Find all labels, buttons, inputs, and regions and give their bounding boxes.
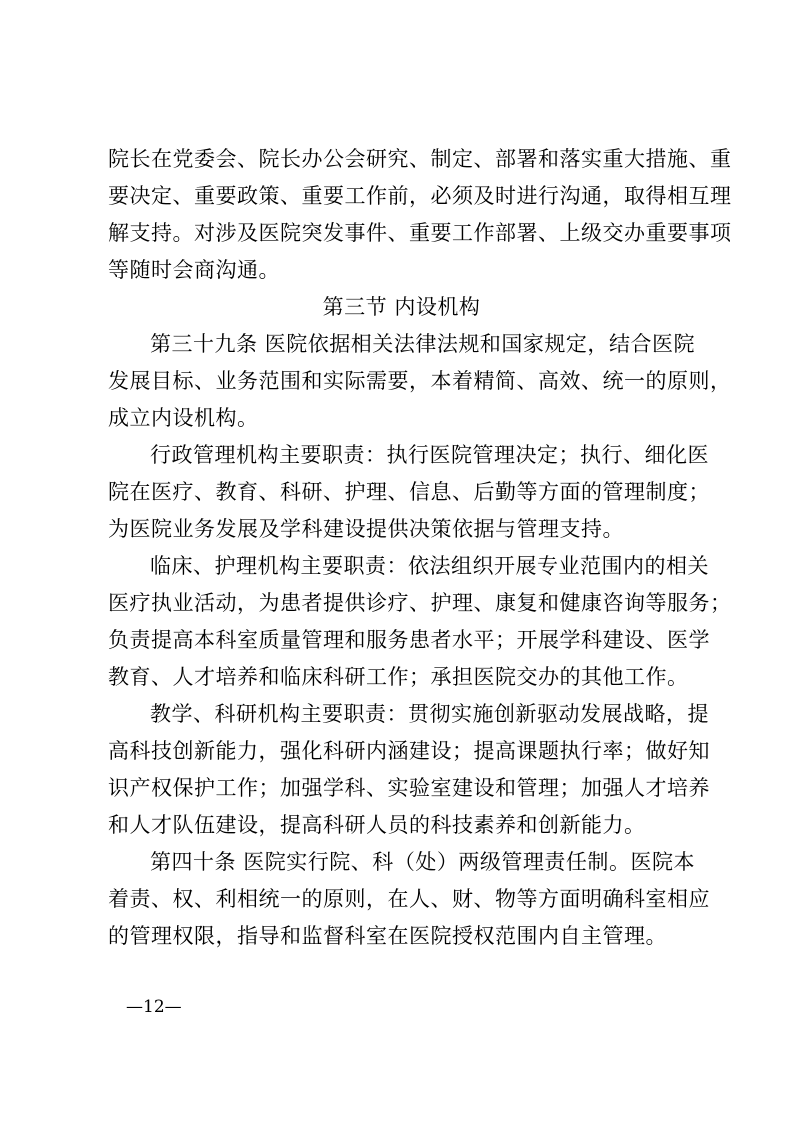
text-line: 发展目标、业务范围和实际需要，本着精简、高效、统一的原则， <box>108 369 732 393</box>
text-line: 负责提高本科室质量管理和服务患者水平；开展学科建设、医学 <box>108 628 710 652</box>
text-line: 行政管理机构主要职责：执行医院管理决定；执行、细化医 <box>150 443 709 467</box>
article-39-line: 第三十九条 医院依据相关法律法规和国家规定，结合医院 <box>150 332 695 356</box>
text-line: 的管理权限，指导和监督科室在医院授权范围内自主管理。 <box>108 924 667 948</box>
page-number: —12— <box>126 997 182 1017</box>
text-line: 着责、权、利相统一的原则，在人、财、物等方面明确科室相应 <box>108 887 710 911</box>
text-line: 成立内设机构。 <box>108 406 259 430</box>
text-line: 医疗执业活动，为患者提供诊疗、护理、康复和健康咨询等服务； <box>108 591 732 615</box>
text-line: 院在医疗、教育、科研、护理、信息、后勤等方面的管理制度； <box>108 480 710 504</box>
text-line: 解支持。对涉及医院突发事件、重要工作部署、上级交办重要事项 <box>108 221 732 245</box>
text-line: 临床、护理机构主要职责：依法组织开展专业范围内的相关 <box>150 554 709 578</box>
text-line: 高科技创新能力，强化科研内涵建设；提高课题执行率；做好知 <box>108 739 710 763</box>
article-40-line: 第四十条 医院实行院、科（处）两级管理责任制。医院本 <box>150 850 695 874</box>
document-body <box>108 141 732 955</box>
text-line: 等随时会商沟通。 <box>108 258 280 282</box>
text-line: 和人才队伍建设，提高科研人员的科技素养和创新能力。 <box>108 813 646 837</box>
text-line: 教学、科研机构主要职责：贯彻实施创新驱动发展战略，提 <box>150 702 709 726</box>
text-line: 要决定、重要政策、重要工作前，必须及时进行沟通，取得相互理 <box>108 184 732 208</box>
text-line: 识产权保护工作；加强学科、实验室建设和管理；加强人才培养 <box>108 776 710 800</box>
text-line: 院长在党委会、院长办公会研究、制定、部署和落实重大措施、重 <box>108 147 732 171</box>
text-line: 为医院业务发展及学科建设提供决策依据与管理支持。 <box>108 517 624 541</box>
section-heading: 第三节 内设机构 <box>322 295 481 319</box>
text-line: 教育、人才培养和临床科研工作；承担医院交办的其他工作。 <box>108 665 689 689</box>
